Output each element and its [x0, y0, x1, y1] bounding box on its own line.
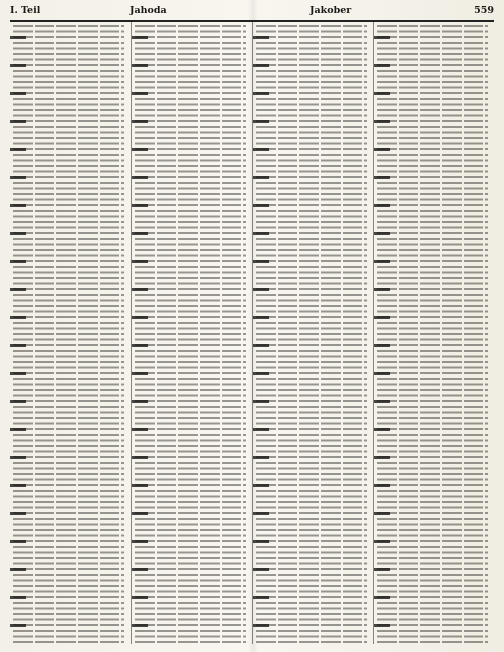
listing-column-3	[252, 22, 369, 644]
section-label: I. Teil	[10, 5, 41, 16]
listing-column-1	[10, 22, 126, 644]
page-fold-shadow	[248, 0, 258, 652]
listing-column-4	[373, 22, 490, 644]
right-guide-word: Jakober	[310, 5, 352, 16]
left-guide-word: Jahoda	[130, 5, 167, 16]
page-number: 559	[474, 5, 494, 16]
listing-column-2	[131, 22, 248, 644]
